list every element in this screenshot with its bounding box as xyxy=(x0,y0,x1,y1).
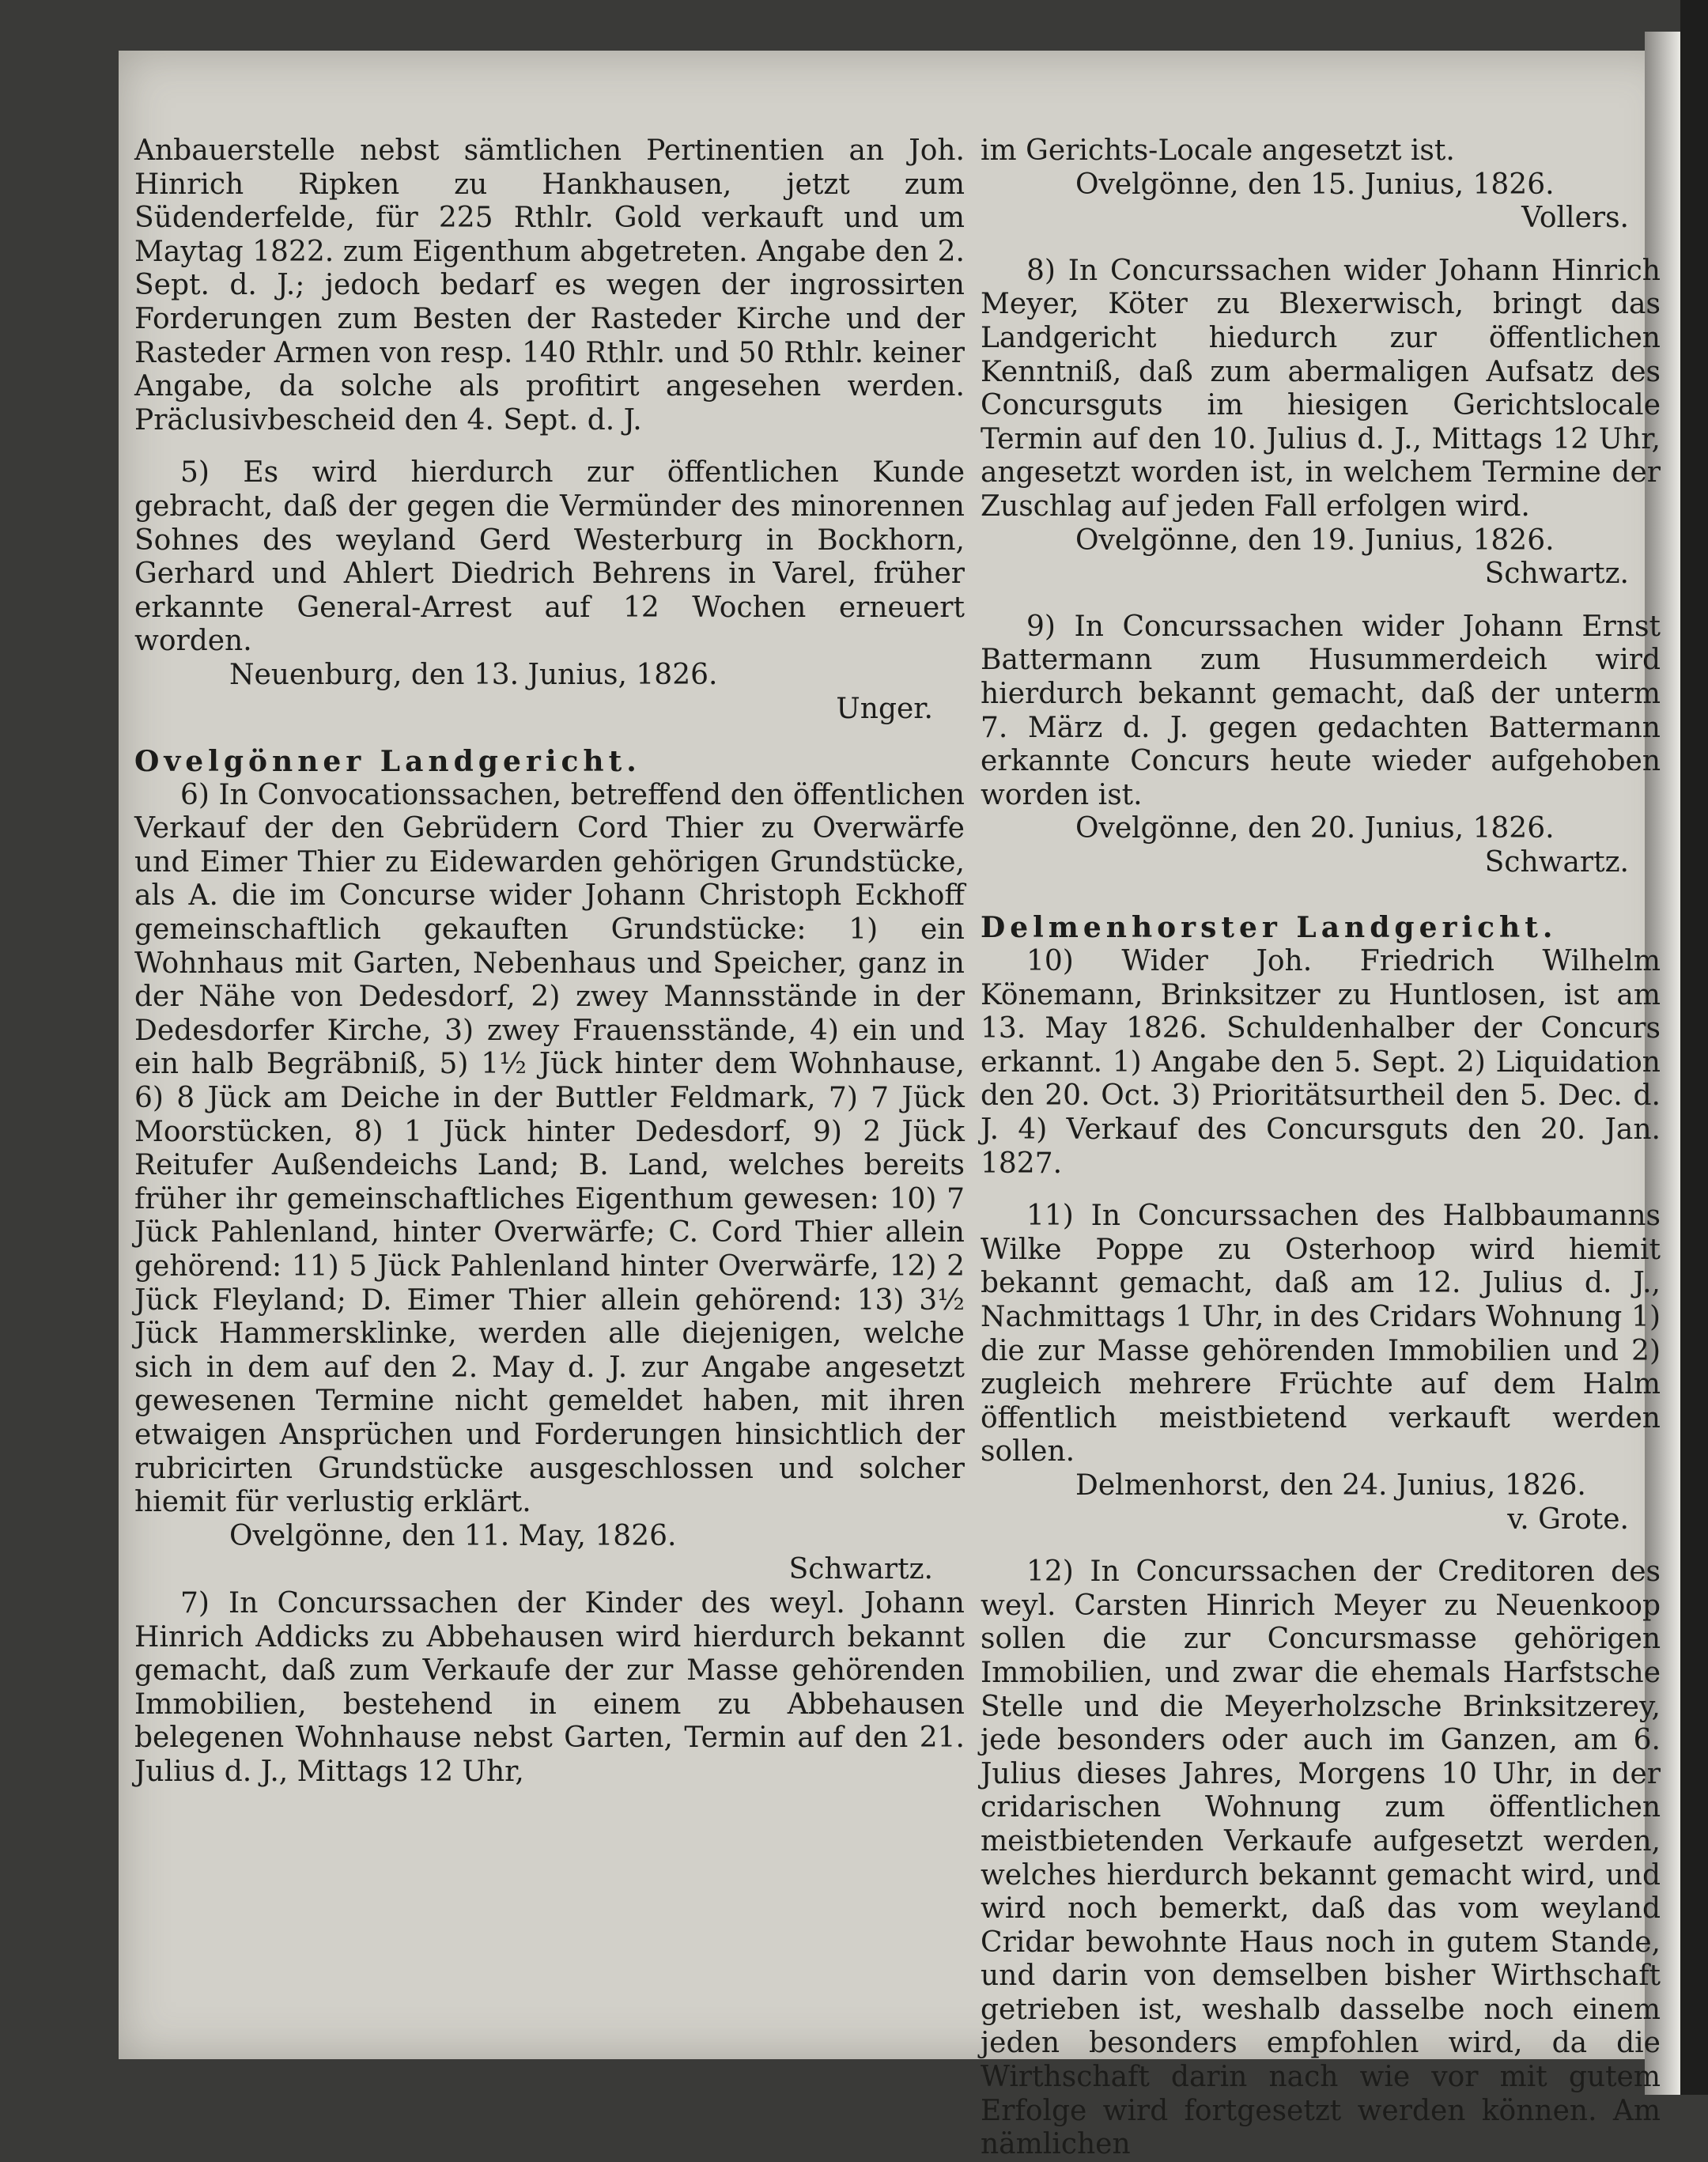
heading-ovelgoenne-court: Ovelgönner Landgericht. xyxy=(134,745,641,779)
notice-5-text: 5) Es wird hierdurch zur öffentlichen Kunde gebracht, daß der gegen die Vermünder des minorennen Sohnes des weyland Gerd Westerburg in Bockhorn, Gerhard und Ahlert Diedrich Behrens in Varel, früher erkannte General-Arrest auf 12 Wochen erneuert worden. xyxy=(134,456,965,658)
notice-6-text: 6) In Convocationssachen, betreffend den öffentlichen Verkauf der den Gebrüdern Cord Thier zu Overwärfe und Eimer Thier zu Eidewarden gehörigen Grundstücke, als A. die im Concurse wider Johann Christoph Eckhoff gemeinschaftlich gekauften Grundstücke: 1) ein Wohnhaus mit Garten, Nebenhaus und Speicher, ganz in der Nähe von Dedesdorf, 2) zwey Mannsstände in der Dedesdorfer Kirche, 3) zwey Frauensstände, 4) ein und ein halb Begräbniß, 5) 1½ Jück hinter dem Wohnhause, 6) 8 Jück am Deiche in der Buttler Feldmark, 7) 7 Jück Moorstücken, 8) 1 Jück hinter Dedesdorf, 9) 2 Jück Reitufer Außendeichs Land; B. Land, welches bereits früher ihr gemeinschaftliches Eigenthum gewesen: 10) 7 Jück Pahlenland, hinter Overwärfe; C. Cord Thier allein gehörend: 11) 5 Jück Pahlenland hinter Overwärfe, 12) 2 Jück Fleyland; D. Eimer Thier allein gehörend: 13) 3½ Jück Hammersklinke, werden alle diejenigen, welche sich in dem auf den 2. May d. J. zur Angabe angesetzt gewesenen Termine nicht gemeldet haben, mit ihren etwaigen Ansprüchen und Forderungen hinsichtlich der rubricirten Grundstücke ausgeschlossen und solcher hiemit für verlustig erklärt. xyxy=(134,778,965,1519)
book-binding xyxy=(1680,0,1708,2095)
notice-8-place-date: Ovelgönne, den 19. Junius, 1826. xyxy=(1075,523,1555,557)
notice-11-place-date: Delmenhorst, den 24. Junius, 1826. xyxy=(1075,1468,1586,1502)
notice-5-place-date: Neuenburg, den 13. Junius, 1826. xyxy=(229,658,718,691)
notice-7-signature: Vollers. xyxy=(1521,202,1629,235)
notice-4-continuation: Anbauerstelle nebst sämtlichen Pertinentien an Joh. Hinrich Ripken zu Hankhausen, jetzt zum Südenderfelde, für 225 Rthlr. Gold verkauft und um Maytag 1822. zum Eigenthum abgetreten. Angabe den 2. Sept. d. J.; jedoch bedarf es wegen der ingrossirten Forderungen zum Besten der Rasteder Kirche und der Rasteder Armen von resp. 140 Rthlr. und 50 Rthlr. keiner Angabe, da solche als profitirt angesehen werden. Präclusivbescheid den 4. Sept. d. J. xyxy=(134,134,965,437)
notice-9-place-date: Ovelgönne, den 20. Junius, 1826. xyxy=(1075,812,1555,845)
notice-6-signature: Schwartz. xyxy=(788,1553,933,1586)
left-column xyxy=(134,134,965,1790)
right-column xyxy=(981,134,1661,2162)
notice-11-signature: v. Grote. xyxy=(1507,1502,1629,1536)
notice-6-place-date: Ovelgönne, den 11. May, 1826. xyxy=(229,1519,677,1552)
notice-11-text: 11) In Concurssachen des Halbbaumanns Wilke Poppe zu Osterhoop wird hiemit bekannt gemacht, daß am 12. Julius d. J., Nachmittags 1 Uhr, in des Cridars Wohnung 1) die zur Masse gehörenden Immobilien und 2) zugleich mehrere Früchte auf dem Halm öffentlich meistbietend verkauft werden sollen. xyxy=(981,1200,1661,1468)
notice-7-text-end: im Gerichts-Locale angesetzt ist. xyxy=(981,134,1455,167)
notice-9-signature: Schwartz. xyxy=(1484,845,1629,879)
notice-7-text-start: 7) In Concurssachen der Kinder des weyl. Johann Hinrich Addicks zu Abbehausen wird hierdurch bekannt gemacht, daß zum Verkaufe der zur Masse gehörenden Immobilien, bestehend in einem zu Abbehausen belegenen Wohnhause nebst Garten, Termin auf den 21. Julius d. J., Mittags 12 Uhr, xyxy=(134,1586,965,1788)
notice-7-place-date: Ovelgönne, den 15. Junius, 1826. xyxy=(1075,168,1555,201)
notice-8-text: 8) In Concurssachen wider Johann Hinrich Meyer, Köter zu Blexerwisch, bringt das Landgericht hiedurch zur öffentlichen Kenntniß, daß zum abermaligen Aufsatz des Concursguts im hiesigen Gerichtslocale Termin auf den 10. Julius d. J., Mittags 12 Uhr, angesetzt worden ist, in welchem Termine der Zuschlag auf jeden Fall erfolgen wird. xyxy=(981,254,1661,523)
notice-12-text: 12) In Concurssachen der Creditoren des weyl. Carsten Hinrich Meyer zu Neuenkoop sollen die zur Concursmasse gehörigen Immobilien, und zwar die ehemals Harfstsche Stelle und die Meyerholzsche Brinksitzerey, jede besonders oder auch im Ganzen, am 6. Julius dieses Jahres, Morgens 10 Uhr, in der cridarischen Wohnung zum öffentlichen meistbietenden Verkaufe aufgesetzt werden, welches hierdurch bekannt gemacht wird, und wird noch bemerkt, daß das vom weyland Cridar bewohnte Haus noch in gutem Stande, und darin von demselben bisher Wirthschaft getrieben ist, weshalb dasselbe noch einem jeden besonders empfohlen wird, da die Wirthschaft darin nach wie vor mit gutem Erfolge wird fortgesetzt werden können. Am nämlichen xyxy=(981,1555,1661,2161)
notice-8-signature: Schwartz. xyxy=(1484,558,1629,591)
notice-9-text: 9) In Concurssachen wider Johann Ernst Battermann zum Husummerdeich wird hierdurch bekannt gemacht, daß der unterm 7. März d. J. gegen gedachten Battermann erkannte Concurs heute wieder aufgehoben worden ist. xyxy=(981,610,1661,811)
heading-delmenhorst-court: Delmenhorster Landgericht. xyxy=(981,911,1558,945)
notice-5-signature: Unger. xyxy=(836,692,933,725)
notice-10-text: 10) Wider Joh. Friedrich Wilhelm Könemann, Brinksitzer zu Huntlosen, ist am 13. May 1826. Schuldenhalber der Concurs erkannt. 1) Angabe den 5. Sept. 2) Liquidation den 20. Oct. 3) Prioritätsurtheil den 5. Dec. d. J. 4) Verkauf des Concursguts den 20. Jan. 1827. xyxy=(981,945,1661,1180)
